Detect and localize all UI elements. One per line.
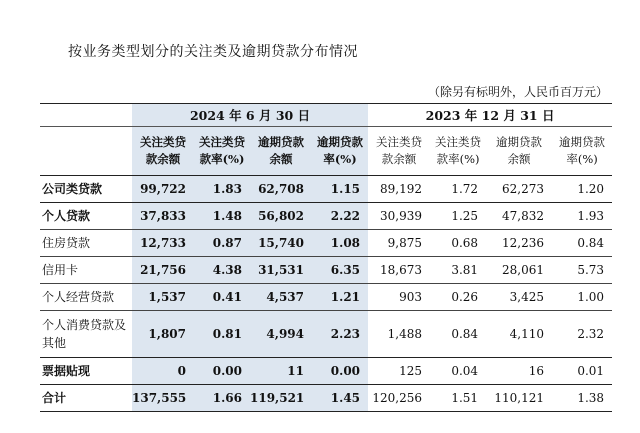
row-label: 住房贷款 [42,236,91,250]
cell: 1.08 [312,230,368,257]
col-header-line: 逾期贷款 [317,135,364,149]
col-header-line: 款率(%) [436,152,480,166]
cell: 120,256 [372,391,423,405]
col-header-line: 逾期贷款 [559,135,606,149]
table-row [40,358,612,385]
cell: 1.25 [451,209,479,223]
row-label: 合计 [42,391,67,405]
cell: 11 [250,358,312,385]
col-header-line: 余额 [507,152,531,166]
cell: 0.00 [194,358,250,385]
cell: 0.84 [451,327,479,341]
cell: 62,708 [250,176,312,203]
table-row [40,257,612,284]
cell: 3,425 [509,290,545,304]
cell: 1.83 [194,176,250,203]
cell: 1.45 [312,385,368,412]
cell: 1.15 [312,176,368,203]
cell: 21,756 [132,257,194,284]
cell: 15,740 [250,230,312,257]
cell: 1.72 [451,182,479,196]
cell: 16 [528,364,545,378]
col-header-line: 关注类贷 [140,135,186,149]
row-label: 票据贴现 [42,364,91,378]
cell: 6.35 [312,257,368,284]
cell: 0 [132,358,194,385]
table-row [40,311,612,358]
cell: 47,832 [502,209,545,223]
table-row [40,230,612,257]
cell: 1.48 [194,203,250,230]
table-row-total [40,385,612,412]
cell: 9,875 [387,236,423,250]
column-header-row [40,127,612,176]
cell: 125 [399,364,423,378]
cell: 1.51 [451,391,479,405]
row-label: 个人贷款 [42,209,91,223]
col-header-line: 款余额 [145,152,181,166]
unit-note: （除另有标明外，人民币百万元） [427,85,608,99]
cell: 1.93 [577,209,605,223]
cell: 3.81 [451,263,479,277]
cell: 119,521 [250,385,312,412]
col-header [250,127,312,176]
col-header-line: 逾期贷款 [258,135,304,149]
row-label: 信用卡 [42,263,79,277]
cell: 2.22 [312,203,368,230]
cell: 0.81 [194,311,250,358]
col-header [132,127,194,176]
cell: 1,537 [132,284,194,311]
cell: 1,488 [387,327,423,341]
cell: 5.73 [577,263,605,277]
row-label: 个人消费贷款及其他 [42,318,127,350]
cell: 4,110 [509,327,545,341]
col-header [552,127,612,176]
cell: 56,802 [250,203,312,230]
col-header-line: 款余额 [381,152,417,166]
period-2023: 2023 年 12 月 31 日 [425,108,555,123]
cell: 4,537 [250,284,312,311]
period-2024: 2024 年 6 月 30 日 [132,104,368,127]
table-row [40,176,612,203]
cell: 1.38 [577,391,605,405]
corner-cell [40,104,132,127]
cell: 110,121 [494,391,545,405]
cell: 0.26 [451,290,479,304]
cell: 0.01 [577,364,605,378]
col-header-line: 关注类贷 [435,135,482,149]
table-row [40,284,612,311]
col-header [486,127,552,176]
cell: 0.68 [451,236,479,250]
cell: 30,939 [380,209,423,223]
col-header-line: 率(%) [323,152,357,166]
cell: 62,273 [502,182,545,196]
cell: 4.38 [194,257,250,284]
col-header-line: 余额 [269,152,293,166]
table-row [40,203,612,230]
col-header [430,127,486,176]
cell: 1.21 [312,284,368,311]
cell: 0.00 [312,358,368,385]
cell: 1,807 [132,311,194,358]
cell: 0.04 [451,364,479,378]
cell: 89,192 [380,182,423,196]
cell: 18,673 [380,263,423,277]
col-header [194,127,250,176]
row-label: 个人经营贷款 [42,290,115,304]
col-header-line: 款率(%) [199,152,245,166]
col-header-line: 关注类贷 [376,135,423,149]
cell: 12,236 [502,236,545,250]
col-header [312,127,368,176]
cell: 31,531 [250,257,312,284]
cell: 1.20 [577,182,605,196]
cell: 4,994 [250,311,312,358]
cell: 1.66 [194,385,250,412]
cell: 37,833 [132,203,194,230]
cell: 28,061 [502,263,545,277]
period-header-row [40,104,612,127]
cell: 0.84 [577,236,605,250]
cell: 137,555 [132,385,194,412]
cell: 2.23 [312,311,368,358]
cell: 12,733 [132,230,194,257]
cell: 2.32 [577,327,605,341]
col-header-line: 率(%) [566,152,598,166]
row-label: 公司类贷款 [42,182,103,196]
cell: 99,722 [132,176,194,203]
cell: 0.87 [194,230,250,257]
col-header-line: 关注类贷 [199,135,245,149]
page-title: 按业务类型划分的关注类及逾期贷款分布情况 [68,44,358,60]
cell: 903 [399,290,423,304]
loan-distribution-table [40,103,612,412]
corner-cell [40,127,132,176]
cell: 1.00 [577,290,605,304]
col-header-line: 逾期贷款 [496,135,543,149]
cell: 0.41 [194,284,250,311]
col-header [368,127,430,176]
